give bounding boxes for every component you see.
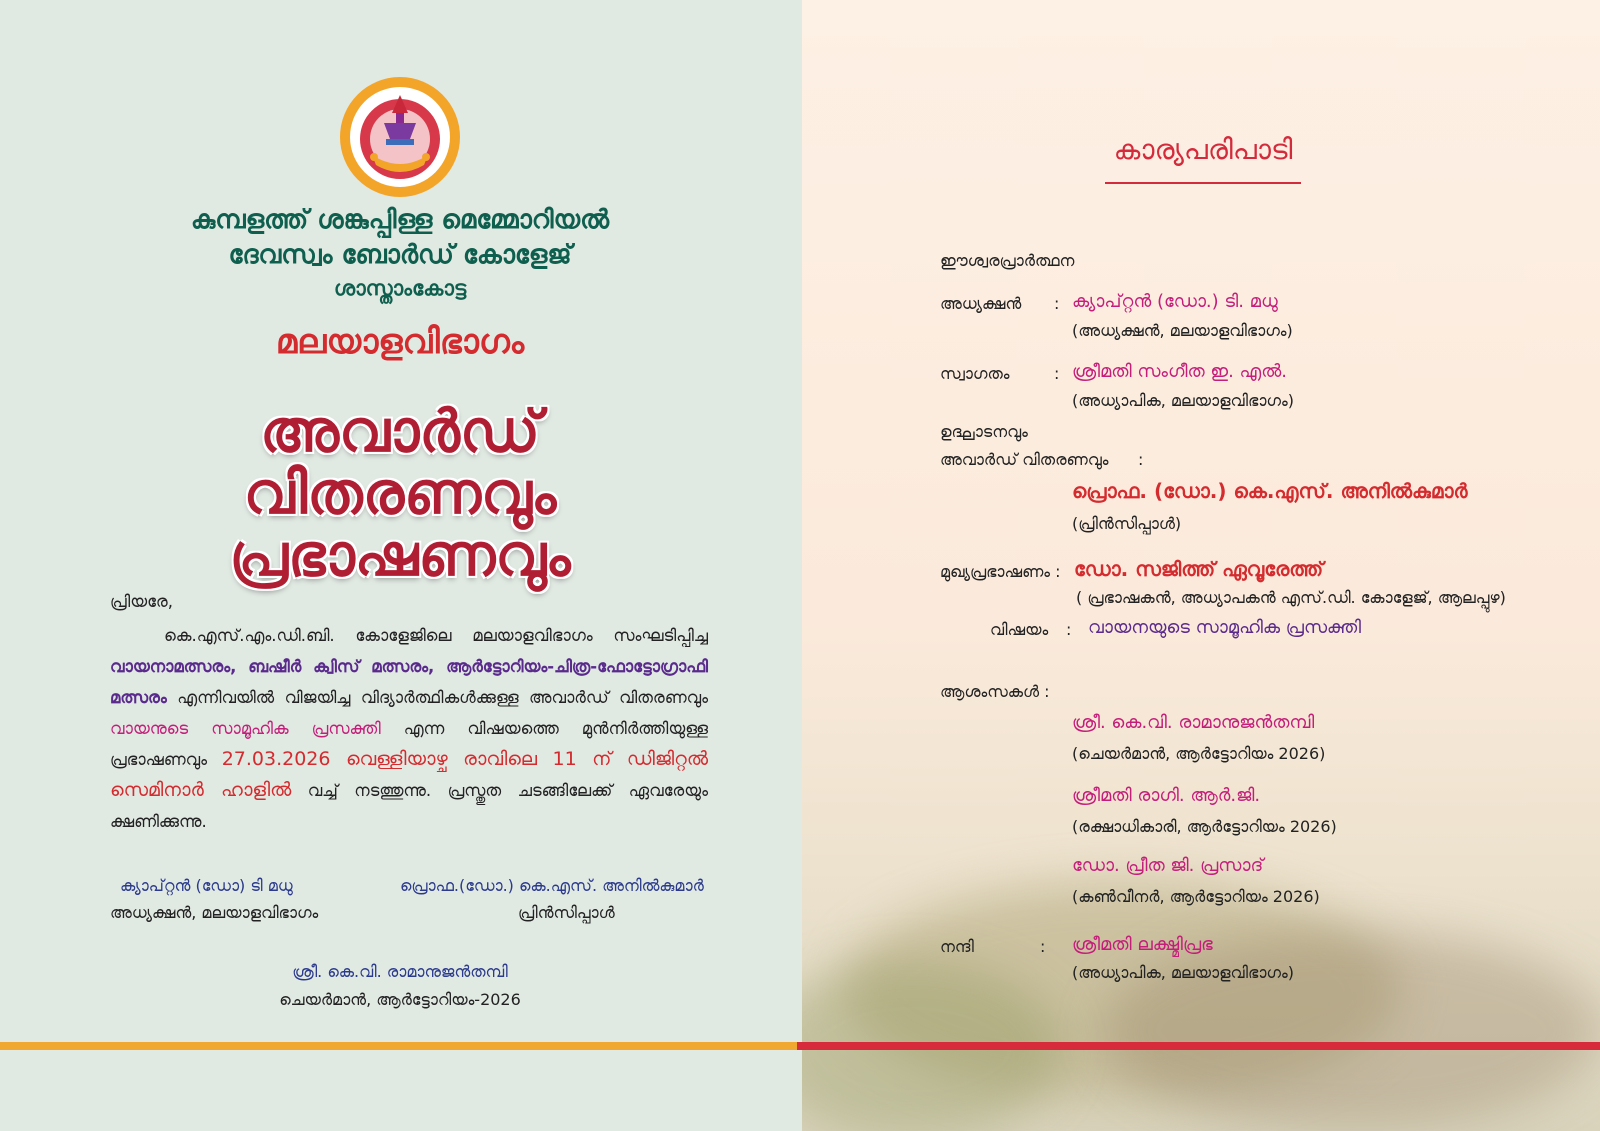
keynote-role: ( പ്രഭാഷകൻ, അധ്യാപകൻ എസ്.ഡി. കോളേജ്, ആലപ്പുഴ)	[1076, 588, 1506, 607]
body-part1: കെ.എസ്.എം.ഡി.ബി. കോളേജിലെ മലയാളവിഭാഗം സംഘടിപ്പിച്ച	[164, 626, 708, 645]
colon: :	[1066, 620, 1072, 639]
topic-text: വായനുടെ സാമൂഹിക പ്രസക്തി	[110, 719, 381, 738]
thanks-role: (അധ്യാപിക, മലയാളവിഭാഗം)	[1072, 963, 1294, 982]
colon: :	[1138, 450, 1144, 469]
subject-label: വിഷയം	[990, 620, 1049, 639]
signatory-name: ശ്രീ. കെ.വി. രാമാനുജൻതമ്പി	[292, 962, 508, 981]
signatory-role: പ്രിൻസിപ്പാൾ	[518, 903, 615, 922]
event-title-line1: അവാർഡ്	[260, 397, 540, 465]
datetime-venue-text: 27.03.2026 വെള്ളിയാഴ്ച രാവിലെ 11 ന് ഡിജിറ്റൽ സെമിനാർ ഹാളിൽ	[110, 748, 708, 801]
colon: :	[1054, 364, 1060, 383]
college-logo	[340, 77, 460, 197]
invitation-body	[110, 620, 708, 837]
welcome-role: (അധ്യാപിക, മലയാളവിഭാഗം)	[1072, 391, 1294, 410]
footer-bar-orange	[0, 1042, 797, 1050]
felicitations-label: ആശംസകൾ :	[940, 682, 1050, 701]
keynote-label: മുഖ്യപ്രഭാഷണം :	[940, 562, 1061, 581]
prayer-item: ഈശ്വരപ്രാർത്ഥന	[940, 251, 1075, 270]
presidency-label: അധ്യക്ഷൻ	[940, 294, 1022, 313]
signatory-role: അധ്യക്ഷൻ, മലയാളവിഭാഗം	[110, 903, 319, 922]
inauguration-role: (പ്രിൻസിപ്പാൾ)	[1072, 514, 1182, 533]
body-part3: എന്ന വിഷയത്തെ മുൻനിർത്തിയുള്ള പ്രഭാഷണവും	[110, 719, 708, 769]
department-title: മലയാളവിഭാഗം	[275, 322, 525, 362]
footer-bar-red	[797, 1042, 1600, 1050]
presidency-role: (അധ്യക്ഷൻ, മലയാളവിഭാഗം)	[1072, 321, 1293, 340]
background-hill	[1102, 930, 1600, 1130]
inauguration-label-line1: ഉദ്ഘാടനവും	[940, 422, 1028, 441]
college-name-line2: ദേവസ്വം ബോർഡ് കോളേജ്	[228, 240, 572, 270]
colon: :	[1054, 294, 1060, 313]
welcome-name: ശ്രീമതി സംഗീത ഇ. എൽ.	[1072, 361, 1287, 382]
inauguration-name: പ്രൊഫ. (ഡോ.) കെ.എസ്. അനിൽകുമാർ	[1072, 479, 1468, 503]
thanks-name: ശ്രീമതി ലക്ഷ്മിപ്രഭ	[1072, 934, 1213, 955]
felicitation-role: (ചെയർമാൻ, ആർട്ടോറിയം 2026)	[1072, 744, 1326, 763]
felicitation-name: ശ്രീ. കെ.വി. രാമാനുജൻതമ്പി	[1072, 712, 1315, 733]
college-place: ശാസ്താംകോട്ട	[333, 276, 467, 300]
event-title-line3: പ്രഭാഷണവും	[229, 521, 571, 589]
signatory-role: ചെയർമാൻ, ആർട്ടോറിയം-2026	[279, 990, 521, 1009]
felicitation-name: ശ്രീമതി രാഗി. ആർ.ജി.	[1072, 785, 1261, 806]
body-part2: എന്നിവയിൽ വിജയിച്ച വിദ്യാർത്ഥികൾക്കുള്ള അവാർഡ് വിതരണവും	[177, 688, 708, 707]
signatory-name: ക്യാപ്റ്റൻ (ഡോ) ടി മധു	[120, 876, 293, 895]
emblem-icon	[340, 77, 460, 197]
competitions-text: വായനാമത്സരം, ബഷീർ ക്വിസ് മത്സരം, ആർട്ടോറിയം-ചിത്ര-ഫോട്ടോഗ്രാഫി മത്സരം	[110, 657, 708, 707]
event-title-line2: വിതരണവും	[243, 459, 557, 527]
thanks-label: നന്ദി	[940, 937, 974, 956]
subject-value: വായനയുടെ സാമൂഹിക പ്രസക്തി	[1088, 617, 1362, 638]
programme-title: കാര്യപരിപാടി	[1113, 133, 1293, 166]
college-name-line1: കുമ്പളത്ത് ശങ്കുപ്പിള്ള മെമ്മോറിയൽ	[190, 205, 610, 235]
presidency-name: ക്യാപ്റ്റൻ (ഡോ.) ടി. മധു	[1072, 291, 1278, 312]
body-part4: വച്ച് നടത്തുന്നു. പ്രസ്തുത ചടങ്ങിലേക്ക് ഏവരേയും ക്ഷണിക്കുന്നു.	[110, 781, 708, 831]
inauguration-label-line2: അവാർഡ് വിതരണവും	[940, 450, 1109, 469]
felicitation-role: (കൺവീനർ, ആർട്ടോറിയം 2026)	[1072, 887, 1320, 906]
colon: :	[1040, 937, 1046, 956]
felicitation-role: (രക്ഷാധികാരി, ആർട്ടോറിയം 2026)	[1072, 817, 1337, 836]
keynote-name: ഡോ. സജിത്ത് ഏവൂരേത്ത്	[1074, 557, 1324, 581]
felicitation-name: ഡോ. പ്രീത ജി. പ്രസാദ്	[1072, 855, 1264, 876]
programme-title-underline	[1105, 182, 1301, 184]
greeting: പ്രിയരേ,	[110, 592, 173, 611]
signatory-name: പ്രൊഫ.(ഡോ.) കെ.എസ്. അനിൽകുമാർ	[400, 876, 704, 895]
welcome-label: സ്വാഗതം	[940, 364, 1010, 383]
